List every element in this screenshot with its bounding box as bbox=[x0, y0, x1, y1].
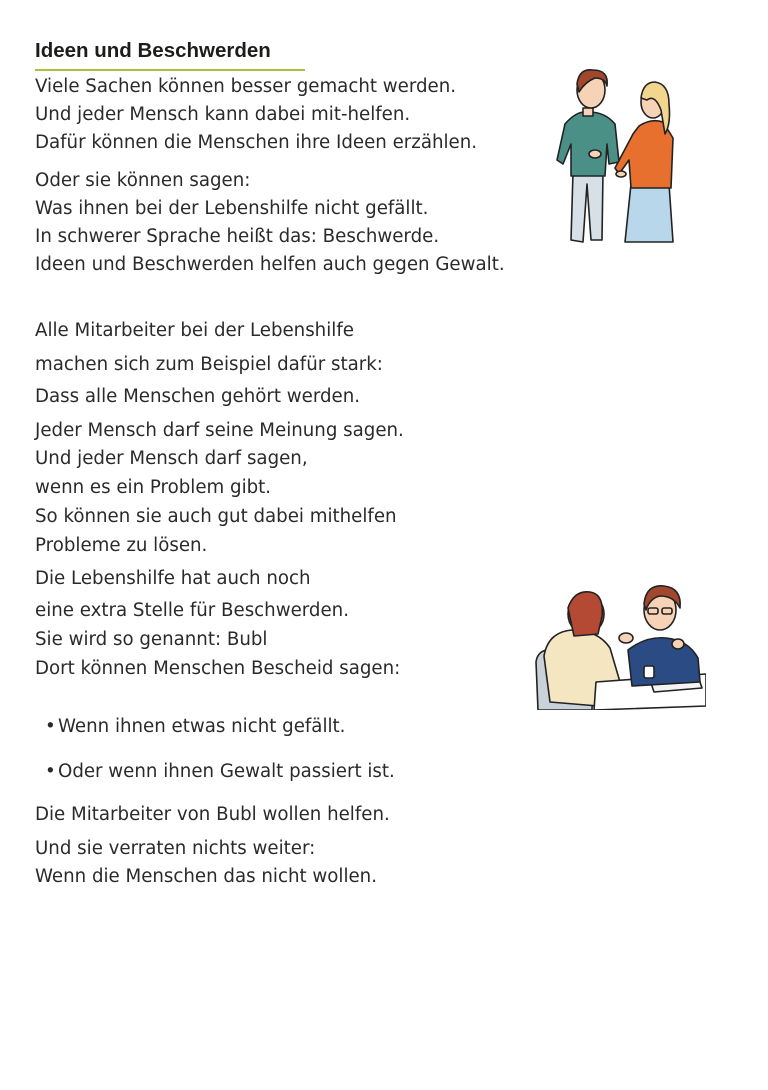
bullet-icon: • bbox=[45, 761, 56, 782]
text-line: Dafür können die Menschen ihre Ideen erzählen. bbox=[35, 132, 478, 153]
text-line: eine extra Stelle für Beschwerden. bbox=[35, 600, 349, 621]
text-line: Dass alle Menschen gehört werden. bbox=[35, 386, 361, 407]
text-line: Dort können Menschen Bescheid sagen: bbox=[35, 658, 401, 679]
text-line: wenn es ein Problem gibt. bbox=[35, 477, 272, 498]
text-line: Die Mitarbeiter von Bubl wollen helfen. bbox=[35, 804, 390, 825]
text-line: Und sie verraten nichts weiter: bbox=[35, 838, 316, 859]
text-line: Und jeder Mensch kann dabei mit-helfen. bbox=[35, 104, 411, 125]
page-title: Ideen und Beschwerden bbox=[35, 39, 305, 71]
text-line: In schwerer Sprache heißt das: Beschwerde. bbox=[35, 226, 440, 247]
text-line: Sie wird so genannt: Bubl bbox=[35, 629, 268, 650]
text-line: Die Lebenshilfe hat auch noch bbox=[35, 568, 311, 589]
text-line: Alle Mitarbeiter bei der Lebenshilfe bbox=[35, 320, 354, 341]
text-line: Ideen und Beschwerden helfen auch gegen Gewalt. bbox=[35, 254, 505, 275]
text-line: Viele Sachen können besser gemacht werden. bbox=[35, 76, 457, 97]
conversation-at-table-icon bbox=[528, 578, 706, 710]
text-line: Jeder Mensch darf seine Meinung sagen. bbox=[35, 420, 404, 441]
two-people-talking-icon bbox=[555, 64, 685, 246]
text-line: Oder sie können sagen: bbox=[35, 170, 251, 191]
text-line: Probleme zu lösen. bbox=[35, 535, 208, 556]
text-line: machen sich zum Beispiel dafür stark: bbox=[35, 354, 383, 375]
bullet-text: Oder wenn ihnen Gewalt passiert ist. bbox=[58, 761, 395, 782]
text-line: So können sie auch gut dabei mithelfen bbox=[35, 506, 397, 527]
text-line: Wenn die Menschen das nicht wollen. bbox=[35, 866, 377, 887]
bullet-icon: • bbox=[45, 716, 56, 737]
bullet-item bbox=[45, 761, 395, 783]
text-line: Und jeder Mensch darf sagen, bbox=[35, 448, 308, 469]
bullet-text: Wenn ihnen etwas nicht gefällt. bbox=[58, 716, 346, 737]
text-line: Was ihnen bei der Lebenshilfe nicht gefällt. bbox=[35, 198, 429, 219]
bullet-item bbox=[45, 716, 345, 738]
